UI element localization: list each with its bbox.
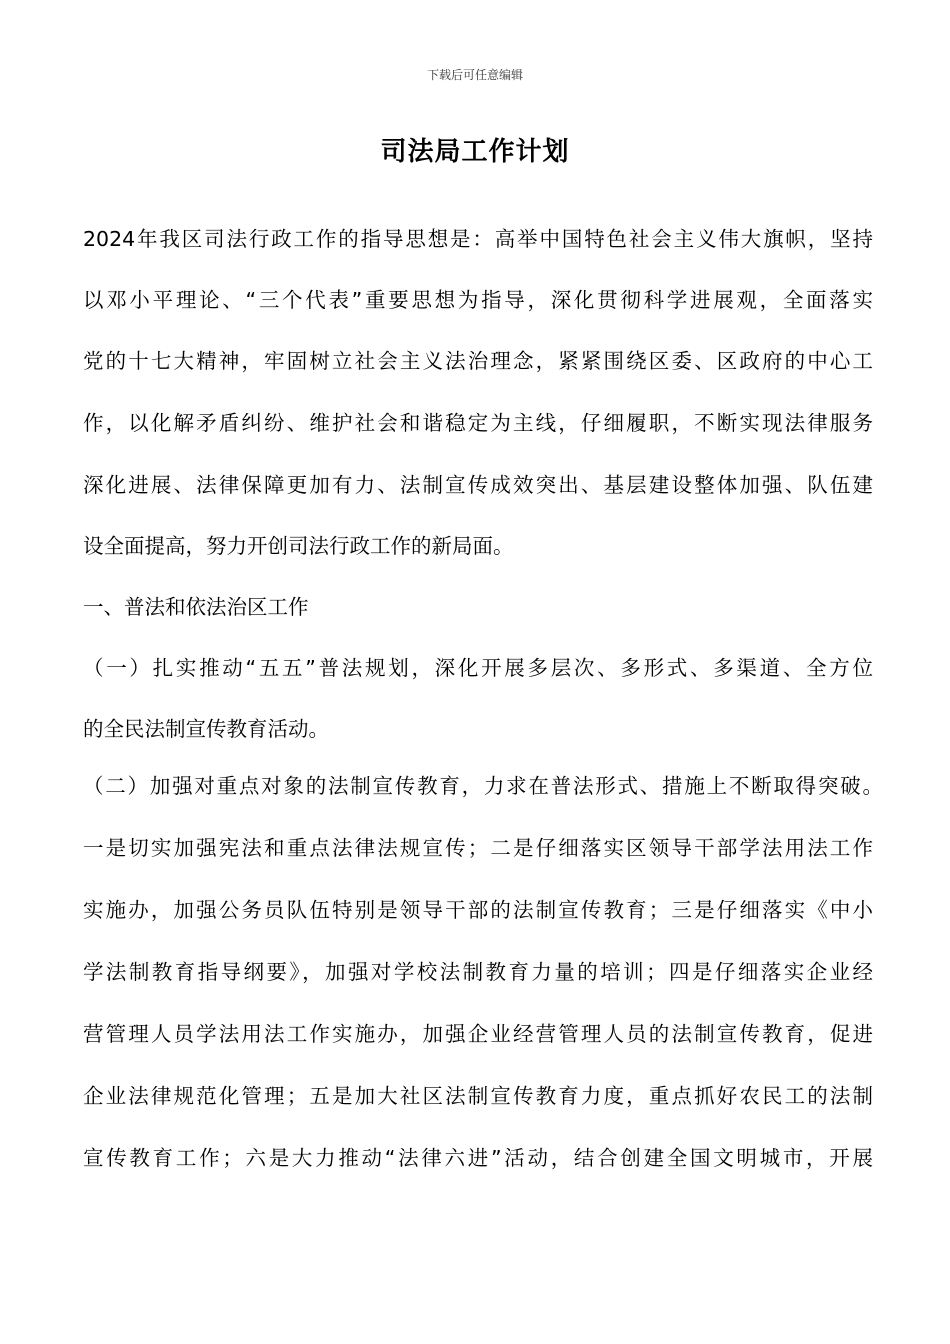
body-line: 设全面提高，努力开创司法行政工作的新局面。 (83, 534, 514, 558)
body-line: 2024年我区司法行政工作的指导思想是：高举中国特色社会主义伟大旗帜，坚持 (83, 227, 873, 251)
body-line: 实施办，加强公务员队伍特别是领导干部的法制宣传教育；三是仔细落实《中小 (83, 898, 873, 922)
section-heading: 一、普法和依法治区工作 (83, 595, 309, 619)
document-title: 司法局工作计划 (380, 137, 570, 167)
body-line: 党的十七大精神，牢固树立社会主义法治理念，紧紧围绕区委、区政府的中心工 (83, 349, 873, 373)
body-line: 深化进展、法律保障更加有力、法制宣传成效突出、基层建设整体加强、队伍建 (83, 473, 873, 497)
header-note: 下载后可任意编辑 (426, 68, 523, 82)
body-line: 的全民法制宣传教育活动。 (83, 717, 329, 741)
body-line: 企业法律规范化管理；五是加大社区法制宣传教育力度，重点抓好农民工的法制 (83, 1084, 873, 1108)
body-line: 营管理人员学法用法工作实施办，加强企业经营管理人员的法制宣传教育，促进 (83, 1022, 873, 1046)
body-line: 学法制教育指导纲要》，加强对学校法制教育力量的培训；四是仔细落实企业经 (83, 960, 873, 984)
body-line: （二）加强对重点对象的法制宣传教育，力求在普法形式、措施上不断取得突破。 (83, 774, 883, 798)
body-line: 宣传教育工作；六是大力推动“法律六进”活动，结合创建全国文明城市，开展 (83, 1146, 873, 1170)
body-line: 以邓小平理论、“三个代表”重要思想为指导，深化贯彻科学进展观，全面落实 (83, 288, 873, 312)
body-line: 作，以化解矛盾纠纷、维护社会和谐稳定为主线，仔细履职，不断实现法律服务 (83, 411, 873, 435)
body-line: 一是切实加强宪法和重点法律法规宣传；二是仔细落实区领导干部学法用法工作 (83, 836, 873, 860)
body-line: （一）扎实推动“五五”普法规划，深化开展多层次、多形式、多渠道、全方位 (83, 656, 873, 680)
